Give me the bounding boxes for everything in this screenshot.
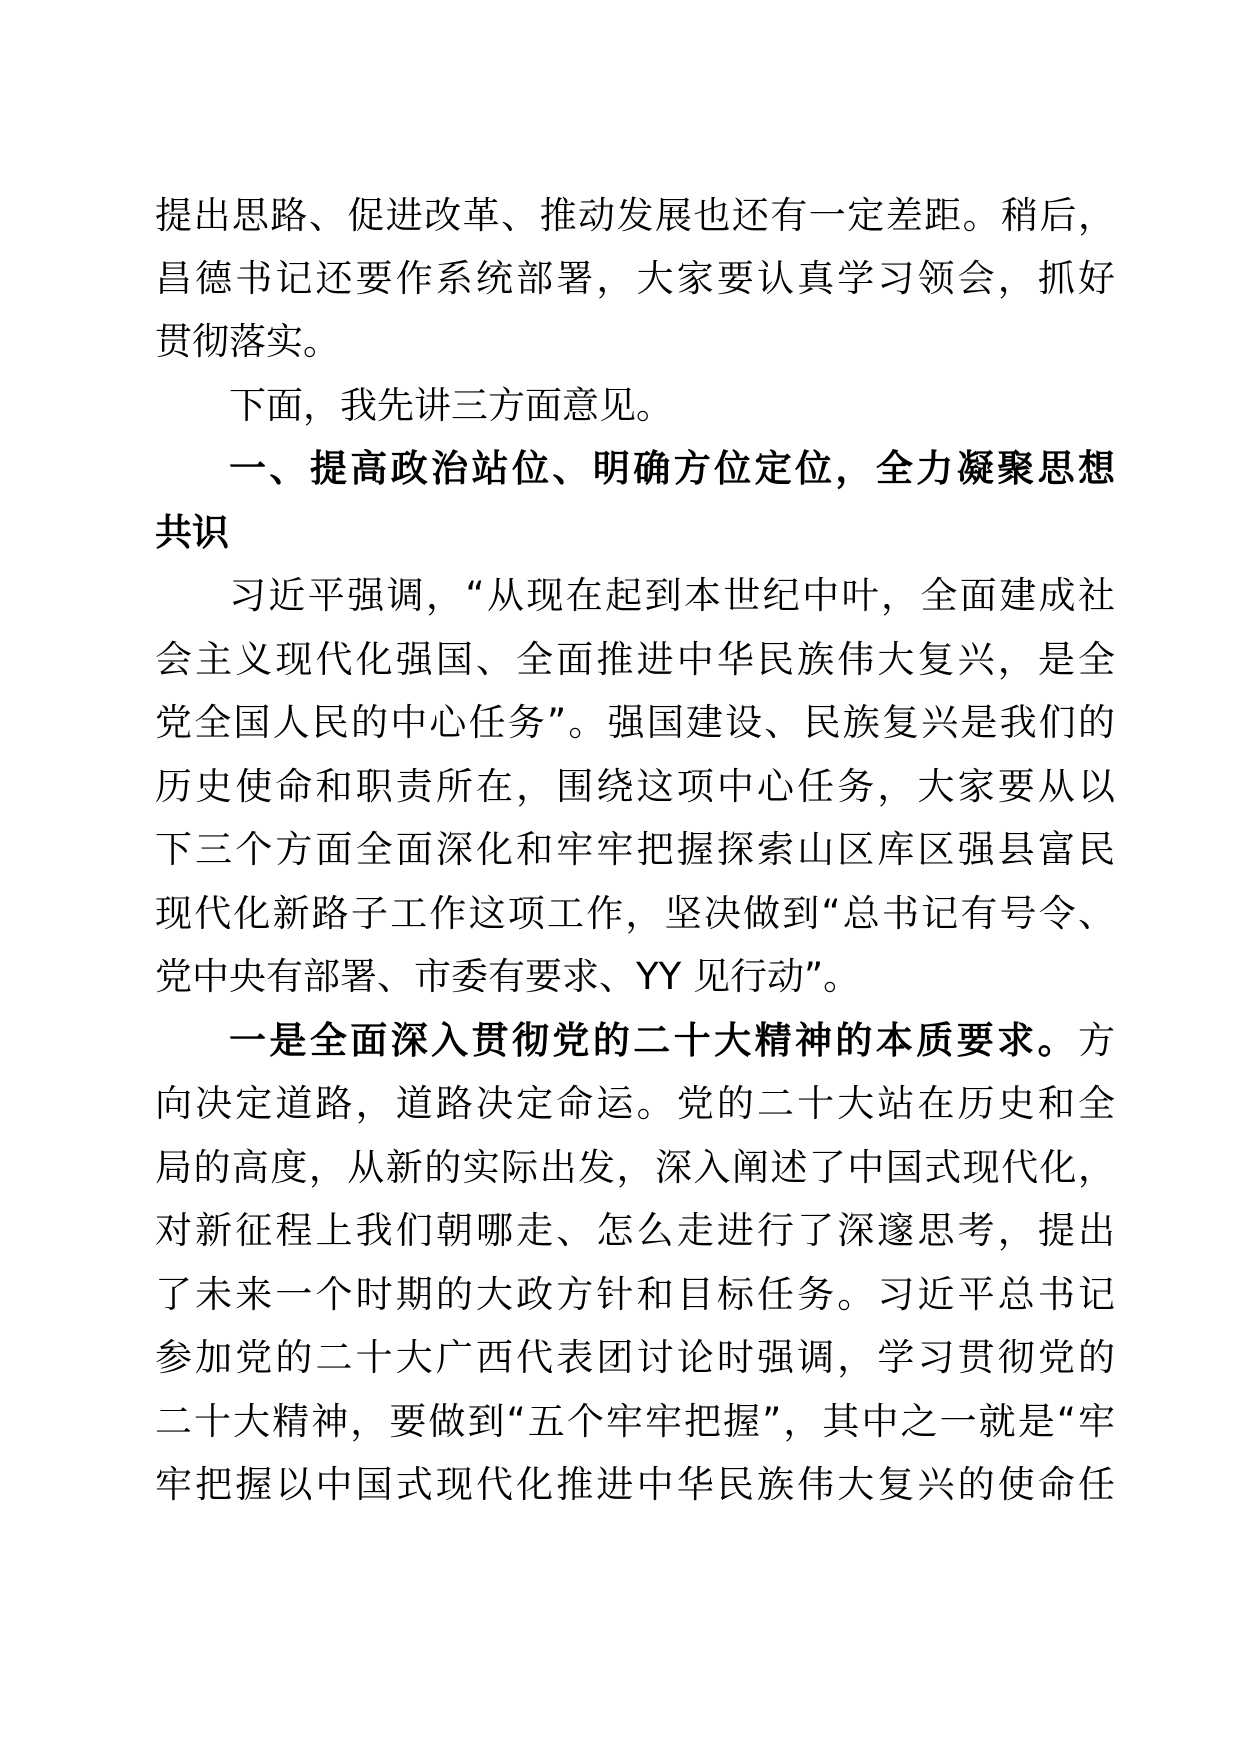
text-line: 向决定道路，道路决定命运。党的二十大站在历史和全 (155, 1082, 1115, 1125)
text-line: 习近平强调，“从现在起到本世纪中叶，全面建成社 (229, 574, 1115, 617)
text-line: 党中央有部署、市委有要求、YY 见行动”。 (155, 955, 861, 998)
text-line: 二十大精神，要做到“五个牢牢把握”，其中之一就是“牢 (155, 1400, 1115, 1443)
text-line: 会主义现代化强国、全面推进中华民族伟大复兴，是全 (155, 638, 1115, 681)
text-run: 方 (1078, 1019, 1115, 1062)
section-heading: 一、提高政治站位、明确方位定位，全力凝聚思想 (229, 447, 1115, 490)
text-line: 下三个方面全面深化和牢牢把握探索山区库区强县富民 (155, 828, 1115, 871)
text-line (229, 1011, 1115, 1071)
text-line: 历史使命和职责所在，围绕这项中心任务，大家要从以 (155, 765, 1115, 808)
text-line: 局的高度，从新的实际出发，深入阐述了中国式现代化， (155, 1146, 1115, 1189)
point-heading: 一是全面深入贯彻党的二十大精神的本质要求。 (229, 1019, 1078, 1062)
section-heading-continued: 共识 (155, 511, 229, 554)
text-line: 参加党的二十大广西代表团讨论时强调，学习贯彻党的 (155, 1336, 1115, 1379)
text-line: 昌德书记还要作系统部署，大家要认真学习领会，抓好 (155, 257, 1115, 300)
text-line: 党全国人民的中心任务”。强国建设、民族复兴是我们的 (155, 701, 1115, 744)
text-line: 贯彻落实。 (155, 320, 340, 363)
text-line: 对新征程上我们朝哪走、怎么走进行了深邃思考，提出 (155, 1209, 1115, 1252)
text-line: 提出思路、促进改革、推动发展也还有一定差距。稍后， (155, 194, 1115, 237)
text-line: 牢把握以中国式现代化推进中华民族伟大复兴的使命任 (155, 1463, 1115, 1506)
text-line: 现代化新路子工作这项工作，坚决做到“总书记有号令、 (155, 892, 1115, 935)
paragraph-intro: 下面，我先讲三方面意见。 (229, 384, 673, 427)
text-line: 了未来一个时期的大政方针和目标任务。习近平总书记 (155, 1273, 1115, 1316)
